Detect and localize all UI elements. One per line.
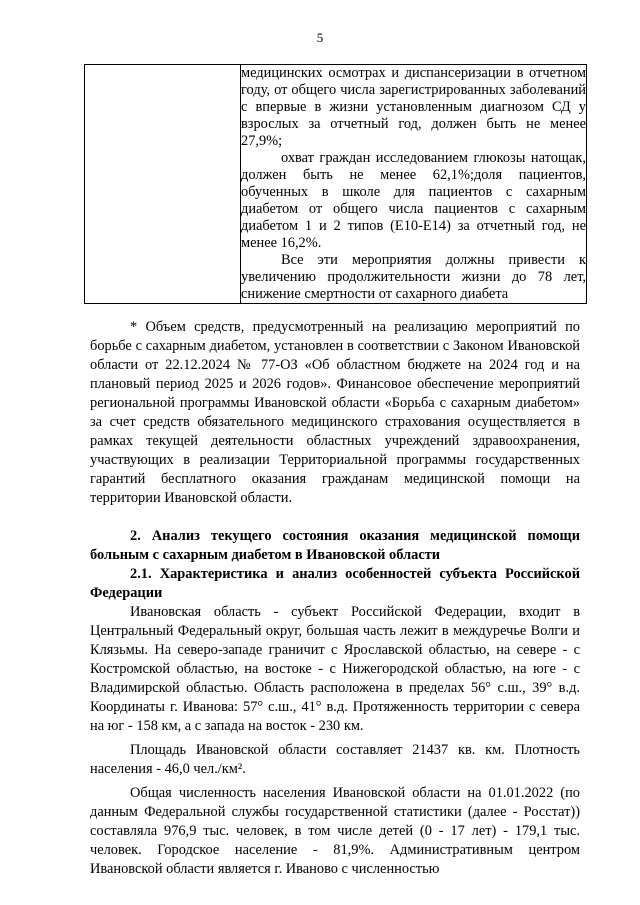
continuation-table bbox=[84, 64, 586, 304]
footnote: * Объем средств, предусмотренный на реализацию мероприятий по борьбе с сахарным диабетом, установлен в соответствии с Законом Ивановской области от 22.12.2024 № 77-ОЗ «Об областном бюджете на 2024 год и на плановый период 2025 и 2026 годов». Финансовое обеспечение мероприятий региональной программы Ивановской области «Борьба с сахарным диабетом» за счет средств обязательного медицинского страхования осуществляется в рамках текущей деятельности областных учреждений здравоохранения, участвующих в реализации Территориальной программы государственных гарантий бесплатного оказания гражданам медицинской помощи на территории Ивановской области. bbox=[90, 319, 580, 506]
body-text bbox=[90, 318, 580, 879]
table-row bbox=[85, 65, 587, 304]
paragraph: Общая численность населения Ивановской области на 01.01.2022 (по данным Федеральной службы государственной статистики (далее - Росстат)) составляла 976,9 тыс. человек, в том числе детей (0 - 17 лет) - 179,1 тыс. человек. Городское население - 81,9%. Административным центром Ивановской области является г. Иваново с численностью bbox=[90, 785, 580, 877]
page-number: 5 bbox=[316, 30, 324, 45]
table-paragraph: медицинских осмотрах и диспансеризации в отчетном году, от общего числа зарегистрированных заболеваний с впервые в жизни установленным диагнозом СД у взрослых за отчетный год, должен быть не менее 27,9%; bbox=[241, 65, 586, 149]
section-heading: 2. Анализ текущего состояния оказания медицинской помощи больным с сахарным диабетом в Ивановской области bbox=[90, 528, 580, 563]
paragraph: Ивановская область - субъект Российской Федерации, входит в Центральный Федеральный округ, большая часть лежит в междуречье Волги и Клязьмы. На северо-западе граничит с Ярославской областью, на севере - с Костромской областью, на востоке - с Нижегородской областью, на юге - с Владимирской областью. Область расположена в пределах 56° с.ш., 39° в.д. Координаты г. Иванова: 57° с.ш., 41° в.д. Протяженность территории с севера на юг - 158 км, а с запада на восток - 230 км. bbox=[90, 604, 580, 734]
paragraph: Площадь Ивановской области составляет 21437 кв. км. Плотность населения - 46,0 чел./км². bbox=[90, 742, 580, 777]
table-paragraph: охват граждан исследованием глюкозы натощак, должен быть не менее 62,1%;доля пациентов, обученных в школе для пациентов с сахарным диабетом от общего числа пациентов с сахарным диабетом 1 и 2 типов (Е10-Е14) за отчетный год, не менее 16,2%. bbox=[241, 150, 586, 251]
table-paragraph: Все эти мероприятия должны привести к увеличению продолжительности жизни до 78 лет, снижение смертности от сахарного диабета bbox=[241, 252, 586, 302]
table-cell-empty bbox=[85, 65, 241, 304]
subsection-heading: 2.1. Характеристика и анализ особенностей субъекта Российской Федерации bbox=[90, 566, 580, 601]
table-cell-text bbox=[241, 65, 587, 304]
